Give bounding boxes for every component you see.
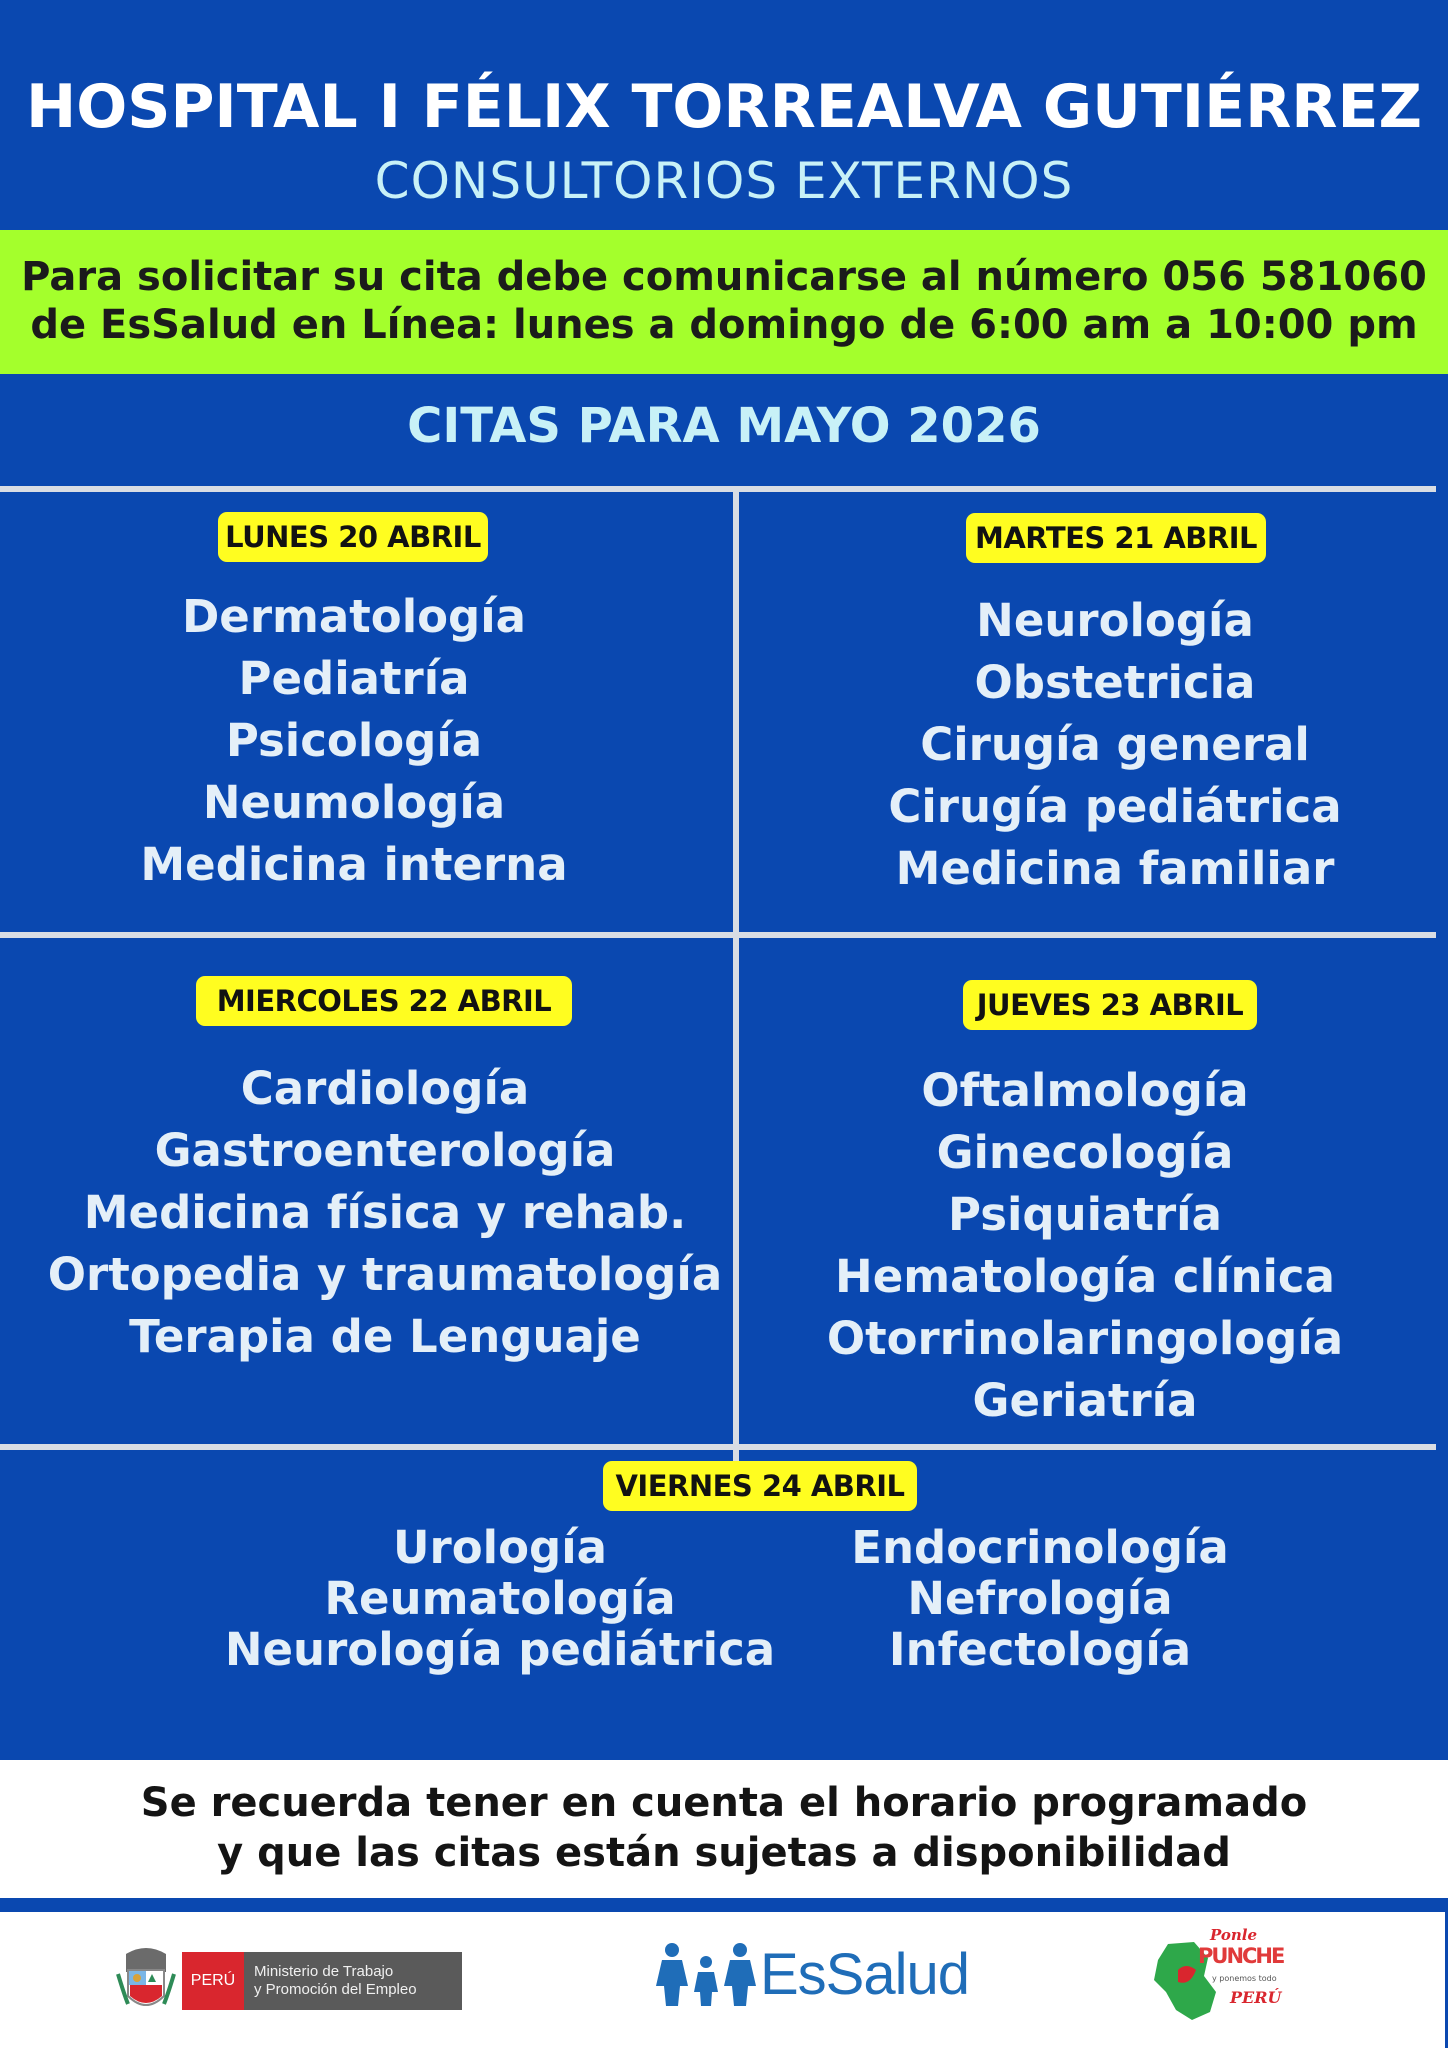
campaign-top-text: Ponle [1210, 1926, 1258, 1944]
campaign-sub-text: y ponemos todo [1212, 1974, 1277, 1983]
specialty-list-miercoles [0, 1058, 770, 1368]
specialty-item: Nefrología [907, 1572, 1173, 1625]
specialty-item: Hematología clínica [835, 1250, 1335, 1303]
specialty-list-lunes [0, 586, 708, 896]
specialty-item: Urología [393, 1521, 607, 1574]
specialty-item: Otorrinolaringología [826, 1312, 1344, 1365]
specialty-item: Medicina familiar [895, 842, 1335, 895]
specialty-item: Gastroenterología [154, 1124, 616, 1177]
divider-top [0, 486, 1436, 492]
day-badge-martes: MARTES 21 ABRIL [966, 513, 1266, 563]
specialty-item: Ortopedia y traumatología [47, 1248, 723, 1301]
consultorios-subtitle: CONSULTORIOS EXTERNOS [374, 152, 1074, 210]
reminder-line-2: y que las citas están sujetas a disponibilidad [217, 1830, 1231, 1876]
ministry-name-line-1: Ministerio de Trabajo [254, 1963, 394, 1980]
hospital-title: HOSPITAL I FÉLIX TORREALVA GUTIÉRREZ [26, 72, 1422, 142]
specialty-item: Psicología [225, 714, 483, 767]
ministry-logo [116, 1944, 472, 2016]
specialty-list-viernes-left [200, 1522, 800, 1675]
specialty-item: Ginecología [936, 1126, 1234, 1179]
specialty-item: Obstetricia [974, 656, 1256, 709]
specialty-item: Cirugía general [920, 718, 1310, 771]
specialty-item: Pediatría [238, 652, 470, 705]
campaign-bottom-text: PERÚ [1230, 1988, 1282, 2007]
footer-divider [0, 1898, 1448, 1912]
divider-bottom [0, 1444, 1436, 1450]
specialty-item: Geriatría [972, 1374, 1198, 1427]
day-badge-viernes: VIERNES 24 ABRIL [603, 1461, 917, 1511]
specialty-item: Cirugía pediátrica [888, 780, 1342, 833]
ponle-punche-logo [1148, 1926, 1308, 2032]
peru-label: PERÚ [190, 1972, 236, 1989]
specialty-item: Psiquiatría [948, 1188, 1222, 1241]
day-badge-jueves: JUEVES 23 ABRIL [963, 980, 1257, 1030]
specialty-item: Medicina física y rehab. [83, 1186, 687, 1239]
ministry-name-line-2: y Promoción del Empleo [254, 1981, 417, 1998]
specialty-item: Neurología [976, 594, 1254, 647]
specialty-item: Infectología [888, 1623, 1192, 1676]
notice-line-1: Para solicitar su cita debe comunicarse al número 056 581060 [21, 254, 1427, 300]
ministry-name-box [244, 1952, 462, 2010]
essalud-wordmark: EsSalud [760, 1942, 970, 2007]
reminder-line-1: Se recuerda tener en cuenta el horario programado [140, 1780, 1308, 1826]
specialty-item: Terapia de Lenguaje [129, 1310, 641, 1363]
specialty-item: Neurología pediátrica [224, 1623, 776, 1676]
peru-coat-of-arms-icon [116, 1944, 176, 2016]
specialty-list-viernes-right [760, 1522, 1320, 1675]
specialty-list-martes [745, 590, 1448, 900]
specialty-list-jueves [765, 1060, 1405, 1432]
specialty-item: Dermatología [181, 590, 527, 643]
appointment-notice-banner [0, 230, 1448, 374]
specialty-item: Neumología [202, 776, 506, 829]
specialty-item: Endocrinología [851, 1521, 1229, 1574]
specialty-item: Reumatología [324, 1572, 676, 1625]
peru-label-box [182, 1952, 244, 2010]
campaign-main-text: PUNCHE [1198, 1944, 1284, 1968]
specialty-item: Cardiología [240, 1062, 530, 1115]
essalud-logo [654, 1934, 974, 2014]
divider-middle [0, 932, 1436, 938]
family-icon [654, 1942, 758, 2008]
specialty-item: Medicina interna [140, 838, 568, 891]
citas-heading: CITAS PARA MAYO 2026 [407, 398, 1041, 454]
day-badge-lunes: LUNES 20 ABRIL [218, 512, 488, 562]
specialty-item: Oftalmología [921, 1064, 1249, 1117]
notice-line-2: de EsSalud en Línea: lunes a domingo de 6:00 am a 10:00 pm [30, 302, 1418, 348]
day-badge-miercoles: MIERCOLES 22 ABRIL [196, 976, 572, 1026]
